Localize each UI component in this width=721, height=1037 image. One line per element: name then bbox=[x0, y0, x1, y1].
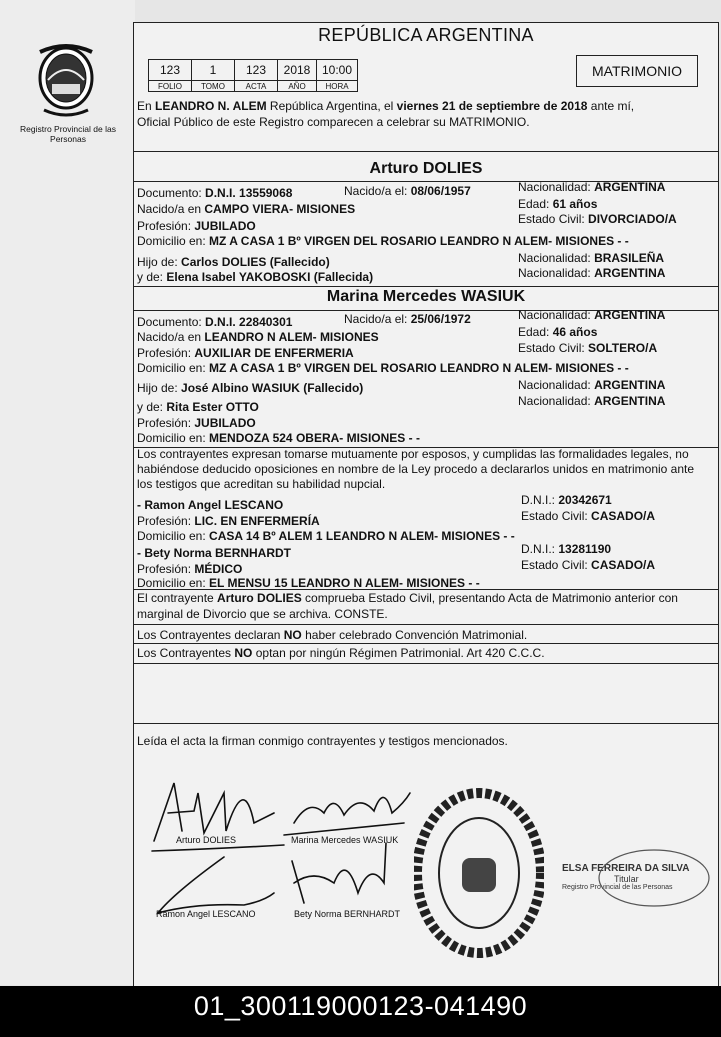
divider bbox=[134, 286, 718, 287]
witness2-address: Domicilio en: EL MENSU 15 LEANDRO N ALEM- MISIONES - - bbox=[137, 576, 480, 590]
witness2-dni: D.N.I.: 13281190 bbox=[521, 542, 612, 556]
signature-area bbox=[134, 753, 718, 983]
note-civil-status-proof: El contrayente Arturo DOLIES comprueba Estado Civil, presentando Acta de Matrimonio anterior con bbox=[137, 591, 678, 605]
divider bbox=[134, 589, 718, 590]
tomo-label: TOMO bbox=[192, 81, 235, 92]
signature-witness1: Ramon Angel LESCANO bbox=[156, 909, 256, 919]
reference-table bbox=[148, 59, 358, 92]
spouse1-name: Arturo DOLIES bbox=[369, 160, 483, 177]
folio-label: FOLIO bbox=[149, 81, 192, 92]
note-matrimonial-convention: Los Contrayentes declaran NO haber celebrado Convención Matrimonial. bbox=[137, 628, 528, 642]
spouse1-birth-date: Nacido/a el: 08/06/1957 bbox=[344, 184, 471, 198]
spouse2-mother-nationality: Nacionalidad: ARGENTINA bbox=[518, 394, 666, 408]
divider bbox=[134, 723, 718, 724]
acta-value: 123 bbox=[235, 60, 278, 81]
witness1-name: - Ramon Angel LESCANO bbox=[137, 498, 284, 512]
spouse2-name: Marina Mercedes WASIUK bbox=[326, 288, 526, 305]
spouse2-document: Documento: D.N.I. 22840301 bbox=[137, 315, 293, 329]
spouse1-nationality: Nacionalidad: ARGENTINA bbox=[518, 180, 666, 194]
officer-name: ELSA FERREIRA DA SILVA bbox=[562, 863, 690, 874]
signature-witness2: Bety Norma BERNHARDT bbox=[294, 909, 401, 919]
officer-organization: Registro Provincial de las Personas bbox=[562, 884, 673, 891]
spouse2-nationality: Nacionalidad: ARGENTINA bbox=[518, 308, 666, 322]
document-id-bar: 01_300119000123-041490 bbox=[0, 986, 721, 1037]
spouse1-civil-status: Estado Civil: DIVORCIADO/A bbox=[518, 212, 677, 226]
declaration-line-3: los testigos que acreditan su habilidad nupcial. bbox=[137, 477, 386, 491]
country-title: REPÚBLICA ARGENTINA bbox=[318, 25, 534, 45]
signature-spouse1: Arturo DOLIES bbox=[176, 835, 237, 845]
spouse1-profession: Profesión: JUBILADO bbox=[137, 219, 256, 233]
spouse1-address: Domicilio en: MZ A CASA 1 Bº VIRGEN DEL ROSARIO LEANDRO N ALEM- MISIONES - - bbox=[137, 234, 629, 248]
officer-oval-stamp-icon bbox=[594, 843, 714, 913]
year-label: AÑO bbox=[278, 81, 317, 92]
divider bbox=[134, 151, 718, 152]
spouse2-address: Domicilio en: MZ A CASA 1 Bº VIRGEN DEL ROSARIO LEANDRO N ALEM- MISIONES - - bbox=[137, 361, 629, 375]
spouse1-mother-nationality: Nacionalidad: ARGENTINA bbox=[518, 266, 666, 280]
witness1-address: Domicilio en: CASA 14 Bº ALEM 1 LEANDRO N ALEM- MISIONES - - bbox=[137, 529, 515, 543]
spouse1-mother: y de: Elena Isabel YAKOBOSKI (Fallecida) bbox=[137, 270, 374, 284]
witness2-profession: Profesión: MÉDICO bbox=[137, 562, 243, 576]
divider bbox=[134, 624, 718, 625]
spouse1-birth-place: Nacido/a en CAMPO VIERA- MISIONES bbox=[137, 202, 356, 216]
spouse2-father-nationality: Nacionalidad: ARGENTINA bbox=[518, 378, 666, 392]
act-type-box: MATRIMONIO bbox=[576, 55, 698, 87]
note-civil-status-proof-line-2: marginal de Divorcio que se archiva. CONSTE. bbox=[137, 607, 388, 621]
signature-spouse2: Marina Mercedes WASIUK bbox=[291, 835, 399, 845]
folio-value: 123 bbox=[149, 60, 192, 81]
intro-line-1: En LEANDRO N. ALEM República Argentina, el viernes 21 de septiembre de 2018 ante mí, bbox=[137, 99, 635, 113]
witness2-name: - Bety Norma BERNHARDT bbox=[137, 546, 292, 560]
divider bbox=[134, 643, 718, 644]
divider bbox=[134, 663, 718, 664]
acta-label: ACTA bbox=[235, 81, 278, 92]
spouse2-mother-profession: Profesión: JUBILADO bbox=[137, 416, 256, 430]
registry-label: Registro Provincial de las Personas bbox=[20, 124, 116, 144]
spouse2-birth-place: Nacido/a en LEANDRO N ALEM- MISIONES bbox=[137, 330, 379, 344]
officer-title: Titular bbox=[614, 874, 639, 884]
declaration-line-1: Los contrayentes expresan tomarse mutuamente por esposos, y cumplidas las formalidades legales, no bbox=[137, 447, 689, 461]
note-patrimonial-regime: Los Contrayentes NO optan por ningún Régimen Patrimonial. Art 420 C.C.C. bbox=[137, 646, 545, 660]
spouse2-age: Edad: 46 años bbox=[518, 325, 598, 339]
year-value: 2018 bbox=[278, 60, 317, 81]
witness1-dni: D.N.I.: 20342671 bbox=[521, 493, 612, 507]
intro-line-2: Oficial Público de este Registro comparecen a celebrar su MATRIMONIO. bbox=[137, 115, 530, 129]
official-round-seal-icon bbox=[414, 788, 544, 958]
marriage-certificate bbox=[133, 22, 719, 986]
spouse2-profession: Profesión: AUXILIAR DE ENFERMERIA bbox=[137, 346, 354, 360]
signature-intro: Leída el acta la firman conmigo contrayentes y testigos mencionados. bbox=[137, 734, 508, 748]
witness1-profession: Profesión: LIC. EN ENFERMERÍA bbox=[137, 514, 320, 528]
witness2-civil-status: Estado Civil: CASADO/A bbox=[521, 558, 656, 572]
provincial-coat-of-arms-icon bbox=[34, 40, 98, 120]
hour-value: 10:00 bbox=[317, 60, 358, 81]
left-margin bbox=[0, 0, 135, 985]
declaration-line-2: habiéndose deducido oposiciones en nombre de la Ley procedo a declararlos unidos en matrimonio ante bbox=[137, 462, 695, 476]
spouse1-age: Edad: 61 años bbox=[518, 197, 598, 211]
spouse2-birth-date: Nacido/a el: 25/06/1972 bbox=[344, 312, 471, 326]
spouse2-father: Hijo de: José Albino WASIUK (Fallecido) bbox=[137, 381, 364, 395]
hour-label: HORA bbox=[317, 81, 358, 92]
spouse1-father: Hijo de: Carlos DOLIES (Fallecido) bbox=[137, 255, 330, 269]
spouse2-mother-address: Domicilio en: MENDOZA 524 OBERA- MISIONES - - bbox=[137, 431, 420, 445]
tomo-value: 1 bbox=[192, 60, 235, 81]
spouse2-civil-status: Estado Civil: SOLTERO/A bbox=[518, 341, 658, 355]
witness1-civil-status: Estado Civil: CASADO/A bbox=[521, 509, 656, 523]
spouse1-father-nationality: Nacionalidad: BRASILEÑA bbox=[518, 251, 665, 265]
spouse2-mother: y de: Rita Ester OTTO bbox=[137, 400, 259, 414]
spouse1-document: Documento: D.N.I. 13559068 bbox=[137, 186, 293, 200]
